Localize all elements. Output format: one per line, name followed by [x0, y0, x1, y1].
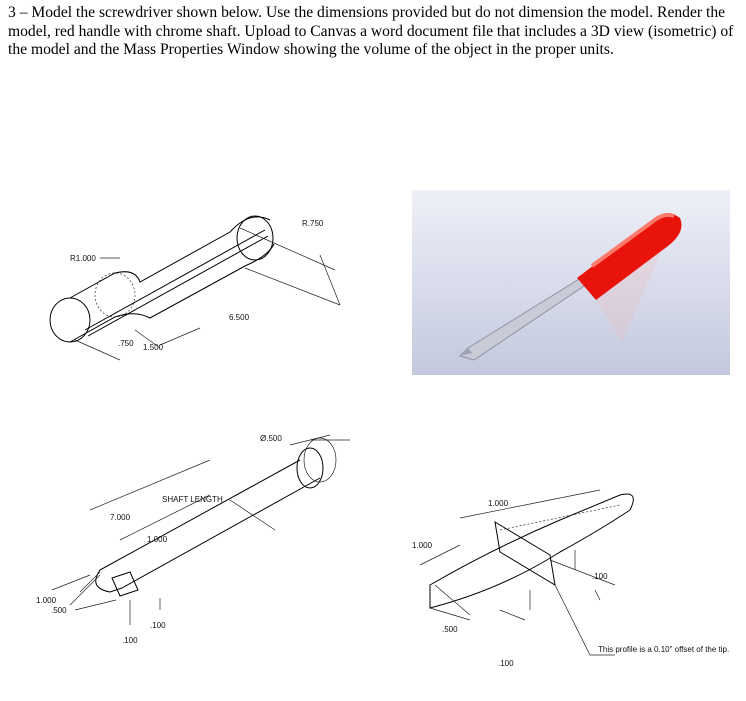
label-shaft-length: SHAFT LENGTH [162, 495, 223, 504]
dim-tip-thickness: .500 [442, 625, 458, 634]
screwdriver-image [412, 190, 730, 375]
tip-drawing [400, 470, 730, 670]
dim-shaft-width: 1.000 [36, 596, 57, 605]
dim-shaft-tip-length: 1.000 [147, 535, 168, 544]
dim-shaft-tip-b: .100 [122, 636, 138, 645]
dim-tip-b: .100 [498, 659, 514, 668]
dim-radius-large: R1.000 [70, 254, 96, 263]
handle-drawing [40, 200, 380, 370]
dim-shaft-height: .500 [51, 606, 67, 615]
dim-length-a: .750 [118, 339, 134, 348]
dim-radius-small: R.750 [302, 219, 324, 228]
assignment-instructions: 3 – Model the screwdriver shown below. Use the dimensions provided but do not dimension the model. Render the model, red handle with chrome shaft. Upload to Canvas a word document file that includes a 3D view (isometric) of the model and the Mass Properties Window showing the volume of the object in the proper units. [8, 4, 734, 58]
dim-tip-width-top: 1.000 [488, 499, 509, 508]
tip-offset-note: This profile is a 0.10" offset of the tip. [598, 645, 730, 654]
dim-length-total: 6.500 [229, 313, 250, 322]
render-photo [412, 190, 730, 375]
shaft-drawing [30, 430, 370, 670]
dim-shaft-total: 7.000 [110, 513, 131, 522]
dim-length-b: 1.500 [143, 343, 164, 352]
dim-tip-width-side: 1.000 [412, 541, 433, 550]
dim-shaft-tip-a: .100 [150, 621, 166, 630]
dim-shaft-diameter: Ø.500 [260, 434, 282, 443]
dim-tip-a: .100 [592, 572, 608, 581]
